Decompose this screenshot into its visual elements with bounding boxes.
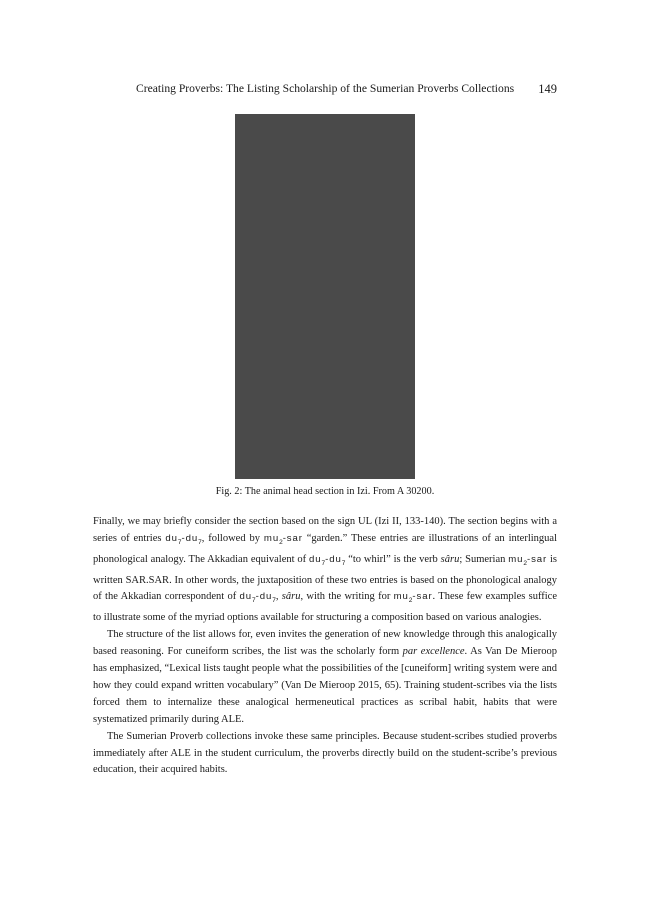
sign-index: 2	[523, 559, 528, 567]
paragraph	[93, 627, 557, 728]
transliteration	[264, 533, 303, 544]
sign: mu	[508, 553, 524, 565]
text-run: ; Sumerian	[459, 553, 509, 565]
text-run: , with the writing for	[300, 591, 394, 603]
running-title: Creating Proverbs: The Listing Scholarship of the Sumerian Proverbs Collections	[136, 82, 515, 95]
italic-phrase: par excellence	[402, 646, 465, 658]
sign: du	[165, 532, 178, 544]
sign: du	[329, 553, 342, 565]
transliteration	[239, 591, 276, 605]
figure-caption: Fig. 2: The animal head section in Izi. From A 30200.	[215, 486, 435, 497]
text-run: “garden.” These entries are illustrations of an interlingual phonological analogy. The Akkadian equivalent of	[93, 532, 557, 565]
text-run: Finally, we may briefly consider the section based on the sign UL (Izi II, 133-140). The section begins with a series of entries	[93, 516, 557, 544]
sign: du	[185, 532, 199, 544]
sign: -sar	[282, 532, 303, 544]
sign: -sar	[412, 591, 433, 603]
paragraph	[93, 514, 557, 627]
text-run: , followed by	[201, 532, 264, 544]
sign-index: 7	[177, 538, 182, 546]
sign: du	[239, 591, 253, 603]
transliteration	[393, 591, 433, 605]
sign-index: 7	[341, 559, 346, 567]
sign: du	[309, 553, 322, 565]
figure-image	[235, 114, 415, 479]
sign-index: 2	[279, 538, 283, 546]
sign-separator: -	[325, 553, 330, 565]
text-run: is written SAR.SAR. In other words, the juxtaposition of these two entries is based on the phonological analogy of the Akkadian correspondent of	[93, 553, 558, 603]
sign-index: 7	[272, 597, 276, 605]
text-run: . These few examples suffice to illustrate some of the myriad options available for structuring a composition based on various analogies.	[93, 591, 558, 624]
sign: mu	[263, 532, 280, 544]
transliteration	[309, 554, 345, 565]
sign-index: 7	[198, 538, 202, 546]
body-text	[93, 514, 557, 779]
akkadian-word: sâru	[281, 591, 301, 603]
text-run: The structure of the list allows for, even invites the generation of new knowledge through this analogically based reasoning. For cuneiform scribes, the list was the scholarly form	[93, 629, 557, 658]
paragraph: The Sumerian Proverb collections invoke these same principles. Because student-scribes studied proverbs immediately after ALE in the student curriculum, the proverbs directly build on the student-scribe’s previous education, their acquired habits.	[93, 730, 557, 776]
text-run: . As Van De Mieroop has emphasized, “Lexical lists taught people what the possibilities of the [cuneiform] writing system were and how they could expand written vocabulary” (Van De Mieroop 2015, 65). Training student-scribes via the lists forced them to internalize these analogical hermeneutical practices as scribal habit, habits that were systematized primarily during ALE.	[93, 646, 557, 725]
sign-separator: -	[255, 591, 260, 603]
transliteration	[508, 554, 547, 565]
sign: -sar	[527, 553, 548, 565]
sign: mu	[393, 591, 409, 603]
sign: du	[259, 591, 273, 603]
text-run: ,	[275, 591, 282, 603]
sign-index: 2	[408, 597, 413, 605]
akkadian-word: sâru	[440, 553, 460, 565]
transliteration	[165, 533, 201, 544]
sign-index: 7	[321, 559, 326, 567]
page-number: 149	[538, 82, 557, 96]
text-run: “to whirl” is the verb	[345, 553, 441, 565]
sign-separator: -	[181, 532, 186, 544]
sign-index: 7	[252, 597, 256, 605]
